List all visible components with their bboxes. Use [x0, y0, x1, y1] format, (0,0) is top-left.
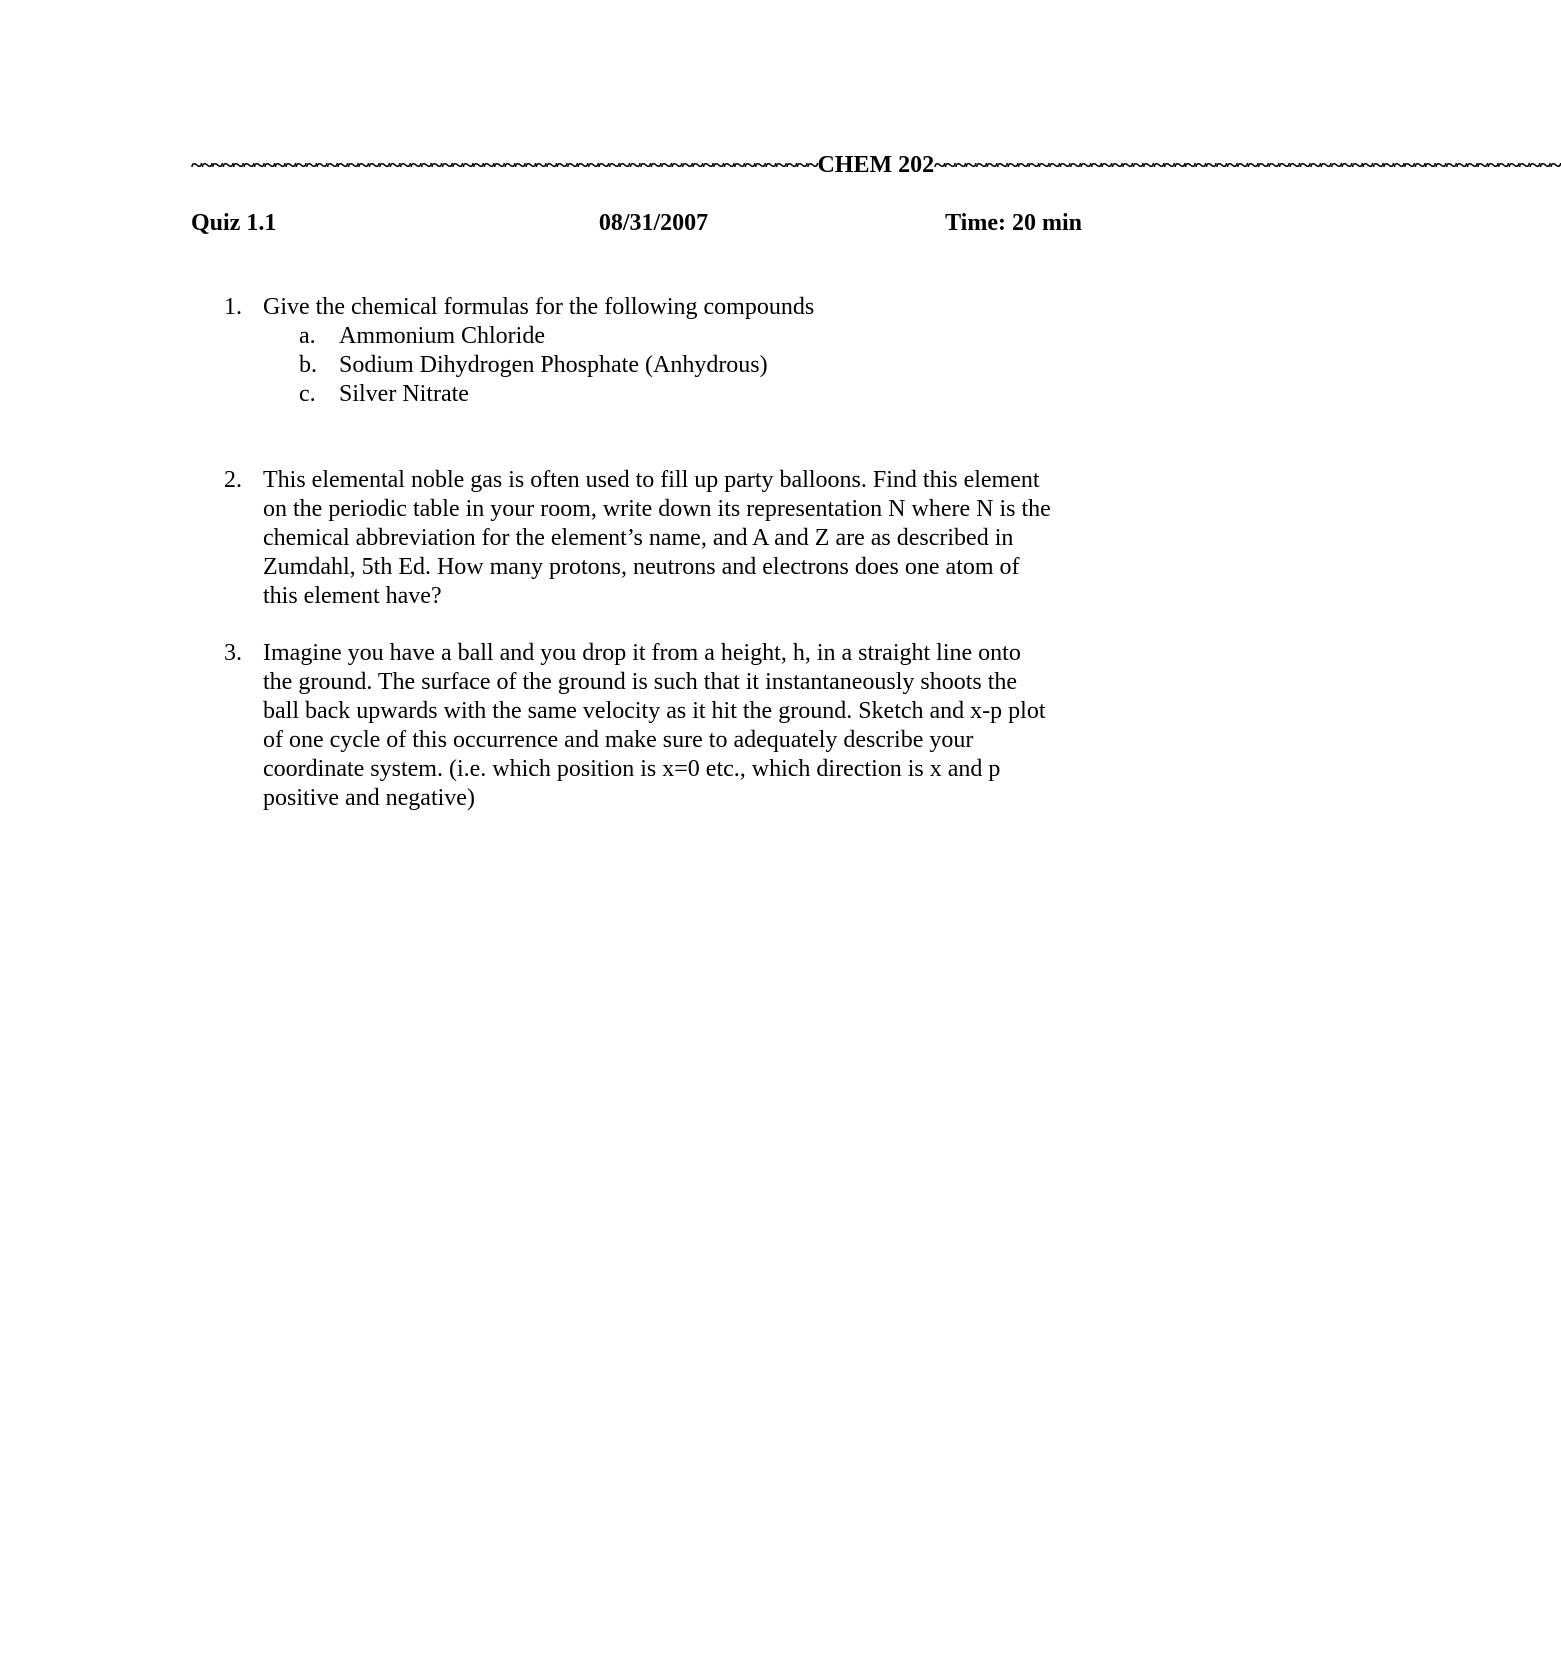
sub-question-c: [299, 380, 999, 409]
sub-question-b: [299, 351, 999, 380]
sub-question-text: Sodium Dihydrogen Phosphate (Anhydrous): [339, 352, 768, 378]
quiz-date: 08/31/2007: [598, 210, 709, 236]
question-number: 3.: [224, 640, 242, 666]
question-line: the ground. The surface of the ground is such that it instantaneously shoots the: [263, 669, 1018, 695]
question-number: 1.: [224, 294, 242, 320]
sub-question-text: Ammonium Chloride: [339, 323, 545, 349]
question-line: coordinate system. (i.e. which position is x=0 etc., which direction is x and p: [263, 756, 1001, 782]
sub-question-text: Silver Nitrate: [339, 381, 469, 407]
title-tilde-right: ~~~~~~~~~~~~~~~~~~~~~~~~~~~~~~~~~~~~~~~~~~~~~~~~~~~~~~~~~~~~: [934, 152, 1561, 177]
quiz-header: [191, 207, 1082, 239]
question-line: on the periodic table in your room, write down its representation N where N is the: [263, 496, 1051, 522]
course-title-line: [191, 150, 1561, 180]
question-text: [263, 293, 1103, 322]
question-text: [263, 466, 1103, 611]
question-line: of one cycle of this occurrence and make sure to adequately describe your: [263, 727, 974, 753]
question-line: positive and negative): [263, 785, 475, 811]
sub-question-list: [299, 322, 999, 409]
sub-question-letter: a.: [299, 323, 316, 349]
sub-question-letter: c.: [299, 381, 316, 407]
question-line: this element have?: [263, 583, 442, 609]
question-number: 2.: [224, 467, 242, 493]
sub-question-a: [299, 322, 999, 351]
question-line: Zumdahl, 5th Ed. How many protons, neutrons and electrons does one atom of: [263, 554, 1020, 580]
question-2: [224, 466, 1104, 616]
question-text: [263, 639, 1103, 813]
question-line: chemical abbreviation for the element’s name, and A and Z are as described in: [263, 525, 1014, 551]
question-3: [224, 639, 1104, 819]
course-title: CHEM 202: [817, 151, 935, 178]
quiz-label: Quiz 1.1: [191, 210, 277, 236]
question-line: Imagine you have a ball and you drop it from a height, h, in a straight line onto: [263, 640, 1021, 666]
question-1: [224, 293, 1104, 413]
title-tilde-left: ~~~~~~~~~~~~~~~~~~~~~~~~~~~~~~~~~~~~~~~~~~~~~~~~~~~~~~~~~~~~: [191, 152, 818, 177]
question-line: This elemental noble gas is often used to fill up party balloons. Find this element: [263, 467, 1040, 493]
sub-question-letter: b.: [299, 352, 317, 378]
quiz-time: Time: 20 min: [945, 210, 1082, 236]
question-line: Give the chemical formulas for the following compounds: [263, 294, 815, 320]
question-line: ball back upwards with the same velocity as it hit the ground. Sketch and x-p plot: [263, 698, 1046, 724]
